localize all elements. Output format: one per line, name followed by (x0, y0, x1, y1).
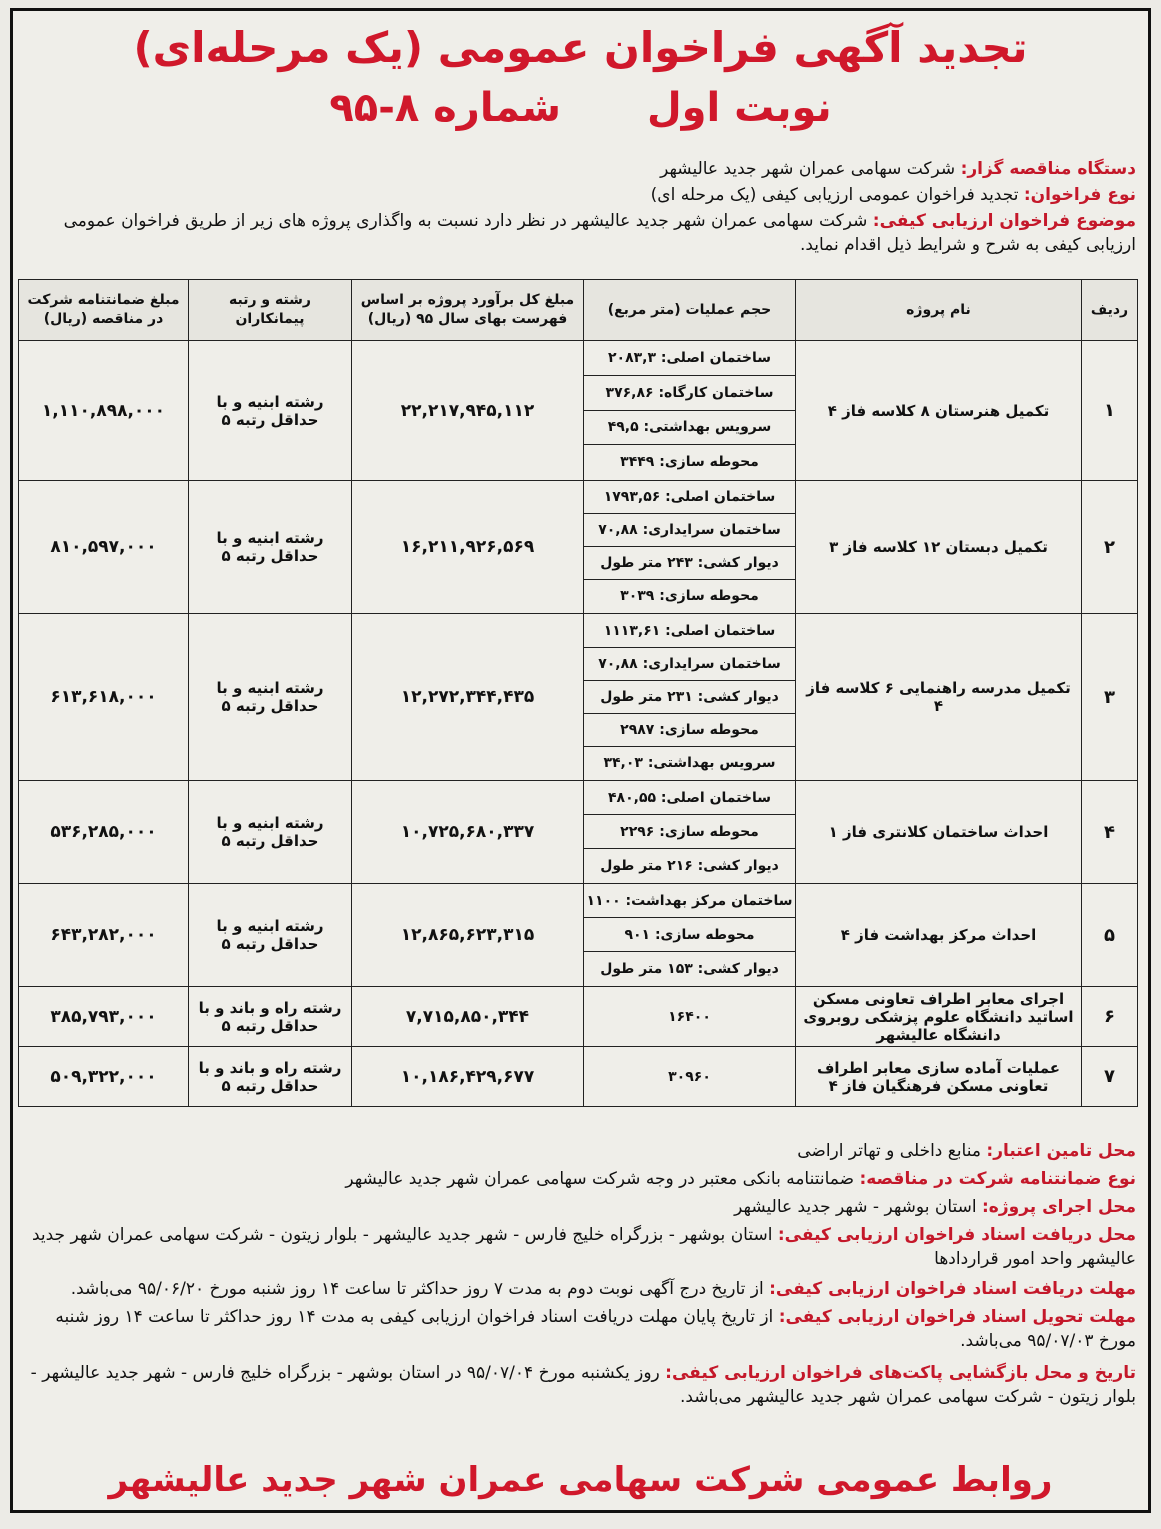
operation-item: ۳۰۹۶۰ (668, 1068, 711, 1085)
operation-item: دیوار کشی: ۲۳۱ متر طول (584, 681, 795, 714)
row-number: ۴ (1082, 781, 1138, 884)
guarantee-amount: ۳۸۵,۷۹۳,۰۰۰ (19, 987, 189, 1047)
estimate-amount: ۱۰,۷۲۵,۶۸۰,۳۳۷ (352, 781, 584, 884)
table-row (19, 884, 1138, 987)
info-label: موضوع فراخوان ارزیابی کیفی: (872, 211, 1136, 231)
operation-item: محوطه سازی: ۲۲۹۶ (584, 815, 795, 849)
row-number: ۳ (1082, 614, 1138, 781)
table-row (19, 987, 1138, 1047)
ad-title: تجدید آگهی فراخوان عمومی (یک مرحله‌ای) (133, 23, 1028, 72)
row-number: ۷ (1082, 1047, 1138, 1107)
table-row (19, 781, 1138, 884)
row-number: ۵ (1082, 884, 1138, 987)
guarantee-amount: ۵۳۶,۲۸۵,۰۰۰ (19, 781, 189, 884)
ad-page (10, 8, 1151, 1513)
guarantee-amount: ۸۱۰,۵۹۷,۰۰۰ (19, 481, 189, 614)
operation-item: ۱۶۴۰۰ (668, 1008, 711, 1025)
contractor-field: رشته ابنیه و با حداقل رتبه ۵ (189, 781, 352, 884)
operation-item: محوطه سازی: ۹۰۱ (584, 918, 795, 952)
contractor-field: رشته ابنیه و با حداقل رتبه ۵ (189, 884, 352, 987)
opening-date-location (25, 1361, 1136, 1409)
project-location (25, 1195, 1136, 1219)
tender-organizer (25, 157, 1136, 181)
round-label: نوبت اول (646, 85, 832, 131)
col-header-row: ردیف (1082, 280, 1138, 341)
operation-item: ساختمان اصلی: ۴۸۰,۵۵ (584, 782, 795, 816)
estimate-amount: ۱۶,۲۱۱,۹۲۶,۵۶۹ (352, 481, 584, 614)
ad-number: شماره ۸-۹۵ (329, 85, 561, 131)
operations-cell (584, 1047, 796, 1107)
info-label: نوع ضمانتنامه شرکت در مناقصه: (859, 1169, 1136, 1189)
contractor-field: رشته راه و باند و با حداقل رتبه ۵ (189, 1047, 352, 1107)
operations-cell (584, 884, 796, 987)
table-header-row (19, 280, 1138, 341)
operation-item: محوطه سازی: ۲۹۸۷ (584, 714, 795, 747)
call-type (25, 183, 1136, 207)
operation-item: ساختمان کارگاه: ۳۷۶,۸۶ (584, 376, 795, 411)
contractor-field: رشته ابنیه و با حداقل رتبه ۵ (189, 341, 352, 481)
estimate-amount: ۱۲,۸۶۵,۶۲۳,۳۱۵ (352, 884, 584, 987)
info-label: مهلت تحویل اسناد فراخوان ارزیابی کیفی: (778, 1307, 1136, 1327)
project-name: اجرای معابر اطراف تعاونی مسکن اساتید دانشگاه علوم پزشکی روبروی دانشگاه عالیشهر (796, 987, 1082, 1047)
contractor-field: رشته راه و باند و با حداقل رتبه ۵ (189, 987, 352, 1047)
project-name: تکمیل مدرسه راهنمایی ۶ کلاسه فاز ۴ (796, 614, 1082, 781)
col-header-guarantee: مبلغ ضمانتنامه شرکت در مناقصه (ریال) (19, 280, 189, 341)
info-value: از تاریخ درج آگهی نوبت دوم به مدت ۷ روز حداکثر تا ساعت ۱۴ روز شنبه مورخ ۹۵/۰۶/۲۰ می‌باشد. (70, 1279, 764, 1299)
estimate-amount: ۷,۷۱۵,۸۵۰,۳۴۴ (352, 987, 584, 1047)
operation-item: دیوار کشی: ۲۴۳ متر طول (584, 547, 795, 580)
col-header-name: نام پروژه (796, 280, 1082, 341)
info-value: ضمانتنامه بانکی معتبر در وجه شرکت سهامی عمران شهر جدید عالیشهر (345, 1169, 855, 1189)
info-label: محل اجرای پروژه: (982, 1197, 1136, 1217)
info-value: منابع داخلی و تهاتر اراضی (797, 1141, 981, 1161)
operations-cell (584, 987, 796, 1047)
info-value: از تاریخ پایان مهلت دریافت اسناد فراخوان ارزیابی کیفی به مدت ۱۴ روز حداکثر تا ساعت ۱۴ روز شنبه مورخ ۹۵/۰۷/۰۳ می‌باشد. (55, 1307, 1136, 1351)
operation-item: ساختمان اصلی: ۱۱۱۳,۶۱ (584, 615, 795, 648)
operation-item: محوطه سازی: ۳۴۴۹ (620, 454, 759, 471)
guarantee-amount: ۵۰۹,۳۲۲,۰۰۰ (19, 1047, 189, 1107)
contractor-field: رشته ابنیه و با حداقل رتبه ۵ (189, 481, 352, 614)
project-name: عملیات آماده سازی معابر اطراف تعاونی مسکن فرهنگیان فاز ۴ (796, 1047, 1082, 1107)
project-name: احداث ساختمان کلانتری فاز ۱ (796, 781, 1082, 884)
info-value: روز یکشنبه مورخ ۹۵/۰۷/۰۴ در استان بوشهر - بزرگراه خلیج فارس - شهر جدید عالیشهر - بلوار زیتون - شرکت سهامی عمران شهر جدید عالیشهر می‌باشد. (30, 1363, 1136, 1407)
operations-cell (584, 614, 796, 781)
project-name: احداث مرکز بهداشت فاز ۴ (796, 884, 1082, 987)
documents-receive-deadline (25, 1277, 1136, 1301)
table-row (19, 614, 1138, 781)
operations-cell (584, 781, 796, 884)
project-name: تکمیل هنرستان ۸ کلاسه فاز ۴ (796, 341, 1082, 481)
info-label: محل دریافت اسناد فراخوان ارزیابی کیفی: (777, 1225, 1136, 1245)
operations-cell (584, 481, 796, 614)
table-body (19, 341, 1138, 1107)
operation-item: ساختمان سرایداری: ۷۰,۸۸ (584, 514, 795, 547)
info-value: تجدید فراخوان عمومی ارزیابی کیفی (یک مرحله ای) (650, 185, 1019, 205)
project-name: تکمیل دبستان ۱۲ کلاسه فاز ۳ (796, 481, 1082, 614)
row-number: ۲ (1082, 481, 1138, 614)
projects-table (18, 279, 1138, 1107)
info-label: دستگاه مناقصه گزار: (960, 159, 1136, 179)
operation-item: ساختمان اصلی: ۲۰۸۳,۳ (584, 342, 795, 377)
estimate-amount: ۱۲,۲۷۲,۳۴۴,۴۳۵ (352, 614, 584, 781)
estimate-amount: ۲۲,۲۱۷,۹۴۵,۱۱۲ (352, 341, 584, 481)
guarantee-type (25, 1167, 1136, 1191)
info-value: استان بوشهر - بزرگراه خلیج فارس - شهر جدید عالیشهر - بلوار زیتون - شرکت سهامی عمران شهر جدید عالیشهر واحد امور قراردادها (31, 1225, 1136, 1269)
col-header-ops: حجم عملیات (متر مربع) (584, 280, 796, 341)
table-row (19, 341, 1138, 481)
operation-item: ساختمان مرکز بهداشت: ۱۱۰۰ (584, 885, 795, 919)
operation-item: سرویس بهداشتی: ۴۹,۵ (584, 411, 795, 446)
table-row (19, 481, 1138, 614)
guarantee-amount: ۶۱۳,۶۱۸,۰۰۰ (19, 614, 189, 781)
info-label: مهلت دریافت اسناد فراخوان ارزیابی کیفی: (769, 1279, 1136, 1299)
contractor-field: رشته ابنیه و با حداقل رتبه ۵ (189, 614, 352, 781)
table-row (19, 1047, 1138, 1107)
operation-item: سرویس بهداشتی: ۳۴,۰۳ (603, 755, 776, 771)
documents-submit-deadline (25, 1305, 1136, 1353)
operation-item: ساختمان سرایداری: ۷۰,۸۸ (584, 648, 795, 681)
row-number: ۱ (1082, 341, 1138, 481)
guarantee-amount: ۶۴۳,۲۸۲,۰۰۰ (19, 884, 189, 987)
info-value: استان بوشهر - شهر جدید عالیشهر (734, 1197, 977, 1217)
public-relations-footer: روابط عمومی شرکت سهامی عمران شهر جدید عالیشهر (108, 1460, 1053, 1500)
col-header-field: رشته و رتبه پیمانکاران (189, 280, 352, 341)
operation-item: دیوار کشی: ۲۱۶ متر طول (600, 857, 779, 874)
documents-location (25, 1223, 1136, 1271)
estimate-amount: ۱۰,۱۸۶,۴۲۹,۶۷۷ (352, 1047, 584, 1107)
info-value: شرکت سهامی عمران شهر جدید عالیشهر در نظر دارد نسبت به واگذاری پروژه های زیر از طریق فراخوان عمومی ارزیابی کیفی به شرح و شرایط ذیل اقدام نماید. (63, 211, 1136, 255)
operation-item: محوطه سازی: ۳۰۳۹ (620, 588, 759, 605)
info-label: محل تامین اعتبار: (986, 1141, 1136, 1161)
col-header-estimate: مبلغ کل برآورد پروژه بر اساس فهرست بهای سال ۹۵ (ریال) (352, 280, 584, 341)
info-label: تاریخ و محل بازگشایی پاکت‌های فراخوان ارزیابی کیفی: (665, 1363, 1136, 1383)
row-number: ۶ (1082, 987, 1138, 1047)
info-value: شرکت سهامی عمران شهر جدید عالیشهر (660, 159, 956, 179)
operation-item: دیوار کشی: ۱۵۳ متر طول (600, 960, 779, 977)
guarantee-amount: ۱,۱۱۰,۸۹۸,۰۰۰ (19, 341, 189, 481)
call-subject (25, 209, 1136, 257)
info-label: نوع فراخوان: (1023, 185, 1136, 205)
funding-source (25, 1139, 1136, 1163)
operation-item: ساختمان اصلی: ۱۷۹۳,۵۶ (584, 482, 795, 515)
ad-subtitle (13, 85, 1148, 131)
operations-cell (584, 341, 796, 481)
